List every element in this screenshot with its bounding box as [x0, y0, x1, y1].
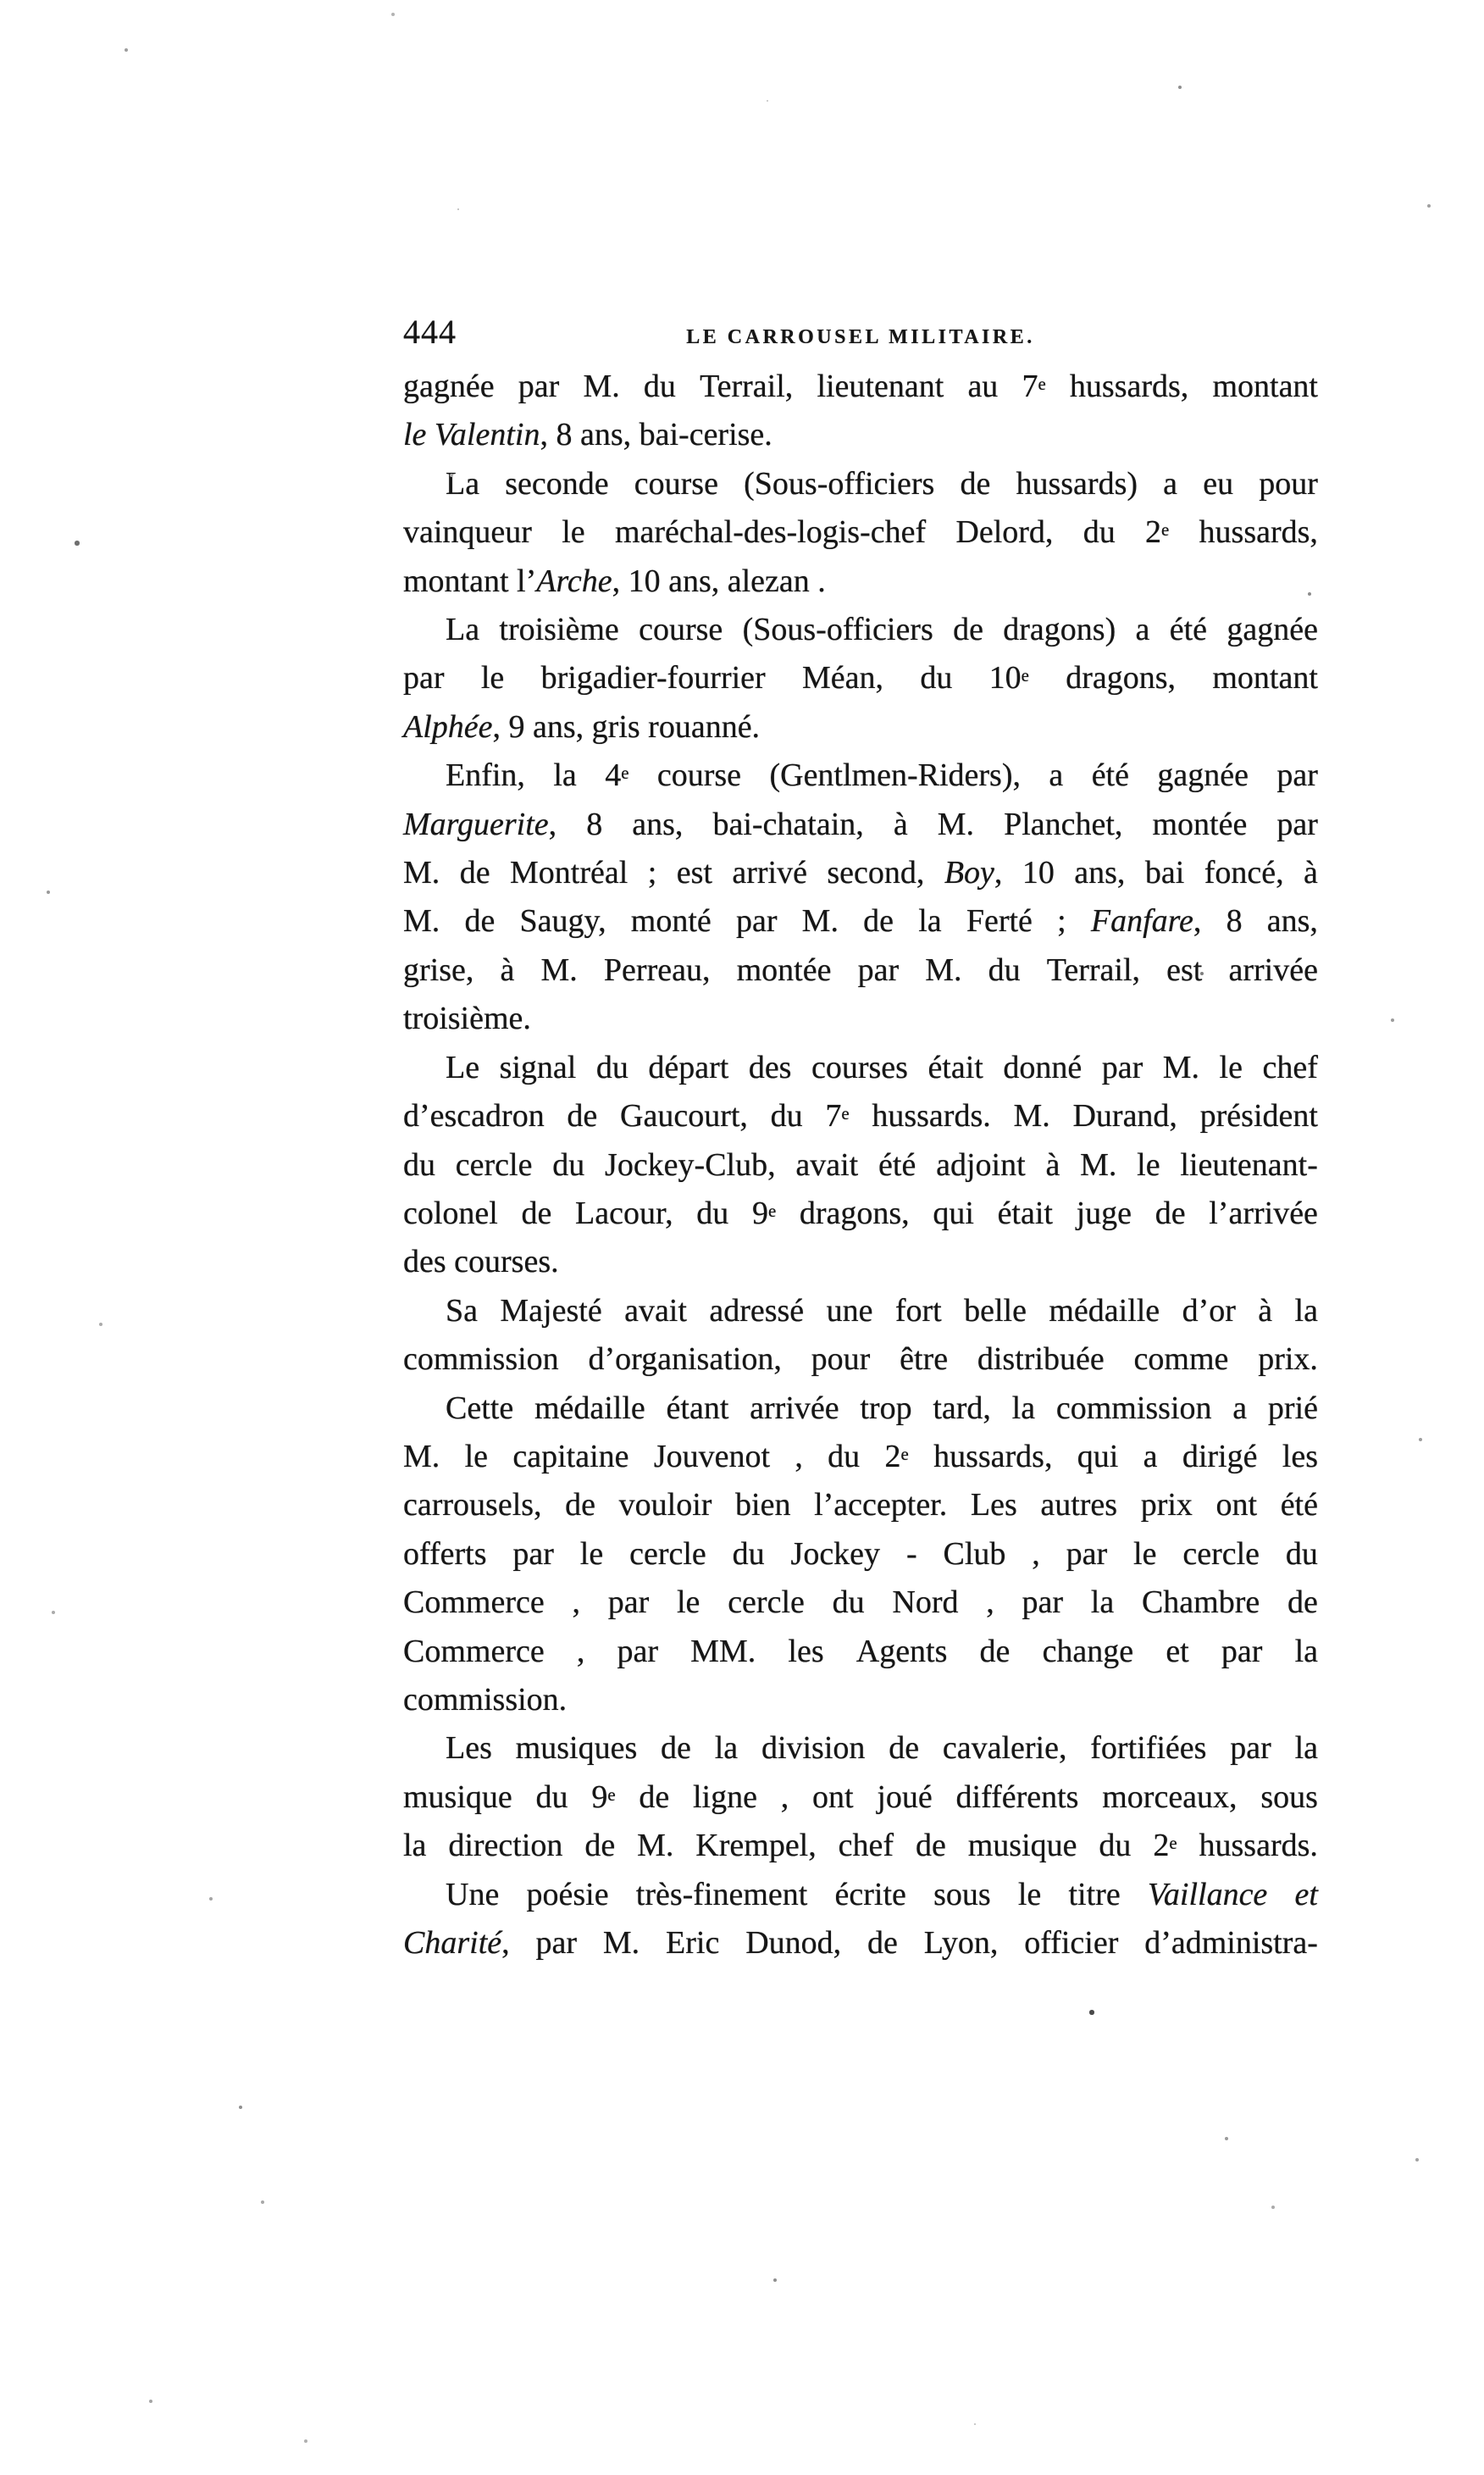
scan-noise-specks [0, 0, 2, 2]
text-line: carrousels, de vouloir bien l’accepter. Les autres prix ont été [403, 1487, 1318, 1523]
text-line: colonel de Lacour, du 9e dragons, qui était juge de l’arrivée [403, 1195, 1318, 1231]
text-line: Charité, par M. Eric Dunod, de Lyon, officier d’administra- [403, 1925, 1318, 1961]
text-line: commission. [403, 1681, 568, 1718]
text-line: Cette médaille étant arrivée trop tard, la commission a prié [446, 1390, 1318, 1426]
text-line: Enfin, la 4e course (Gentlmen-Riders), a été gagnée par [446, 757, 1318, 794]
text-line: gagnée par M. du Terrail, lieutenant au 7e hussards, montant [403, 369, 1318, 404]
text-line: Commerce , par le cercle du Nord , par la Chambre de [403, 1584, 1318, 1621]
text-line: le Valentin, 8 ans, bai-cerise. [403, 417, 772, 453]
page-number: 444 [403, 313, 457, 351]
text-line: vainqueur le maréchal-des-logis-chef Delord, du 2e hussards, [403, 514, 1318, 551]
text-line: La seconde course (Sous-officiers de hussards) a eu pour [446, 465, 1318, 502]
text-line: Alphée, 9 ans, gris rouanné. [403, 708, 761, 745]
text-line: musique du 9e de ligne , ont joué différents morceaux, sous [403, 1779, 1318, 1815]
text-line: M. de Montréal ; est arrivé second, Boy, 10 ans, bai foncé, à [403, 855, 1318, 891]
running-title: LE CARROUSEL MILITAIRE. [686, 326, 1035, 348]
text-line: Les musiques de la division de cavalerie, fortifiées par la [446, 1730, 1318, 1767]
text-line: du cercle du Jockey-Club, avait été adjoint à M. le lieutenant- [403, 1146, 1318, 1183]
text-line: Une poésie très-finement écrite sous le titre Vaillance et [446, 1876, 1318, 1912]
text-line: Commerce , par MM. les Agents de change et par la [403, 1633, 1318, 1669]
body-text [403, 363, 1318, 1967]
text-line: La troisième course (Sous-officiers de dragons) a été gagnée [446, 612, 1318, 648]
text-line: Marguerite, 8 ans, bai-chatain, à M. Planchet, montée par [403, 806, 1318, 842]
text-line: la direction de M. Krempel, chef de musique du 2e hussards. [403, 1828, 1318, 1864]
text-line: par le brigadier-fourrier Méan, du 10e dragons, montant [403, 660, 1318, 696]
text-line: M. le capitaine Jouvenot , du 2e hussards, qui a dirigé les [403, 1438, 1318, 1474]
text-line: troisième. [403, 1001, 531, 1037]
text-line: Sa Majesté avait adressé une fort belle médaille d’or à la [446, 1292, 1318, 1329]
text-line: montant l’Arche, 10 ans, alezan . [403, 563, 826, 599]
text-line: d’escadron de Gaucourt, du 7e hussards. M. Durand, président [403, 1098, 1318, 1135]
text-line: commission d’organisation, pour être distribuée comme prix. [403, 1341, 1318, 1378]
text-line: M. de Saugy, monté par M. de la Ferté ; Fanfare, 8 ans, [403, 903, 1318, 940]
text-line: offerts par le cercle du Jockey - Club , par le cercle du [403, 1535, 1318, 1572]
text-line: Le signal du départ des courses était donné par M. le chef [446, 1049, 1318, 1085]
text-line: des courses. [403, 1244, 559, 1280]
text-line: grise, à M. Perreau, montée par M. du Terrail, est arrivée [403, 952, 1318, 988]
